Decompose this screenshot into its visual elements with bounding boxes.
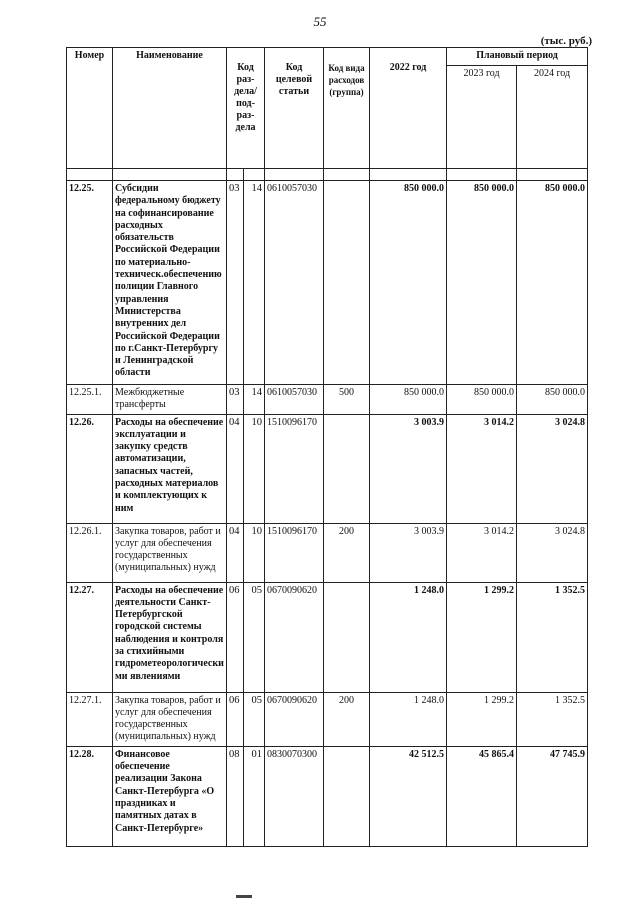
row-amount-2023: 1 299.2 [447,692,517,746]
row-amount-2023: 850 000.0 [447,385,517,415]
row-section-code: 06 [227,692,244,746]
row-number: 12.27.1. [67,692,113,746]
header-kind: Код вида расходов (группа) [324,48,370,169]
row-amount-2022: 3 003.9 [370,523,447,582]
row-subsection-code: 05 [244,692,265,746]
row-amount-2024: 3 024.8 [517,523,588,582]
row-section-code: 06 [227,582,244,692]
table-row [67,181,588,385]
row-name: Расходы на обеспечение деятельности Санкт-Петербургской городской системы наблюдения и контроля за стихийными гидрометеорологически ми явлениями [113,582,227,692]
row-number: 12.25.1. [67,385,113,415]
row-amount-2024: 1 352.5 [517,692,588,746]
row-kind-code: 500 [324,385,370,415]
row-target-code: 1510096170 [265,414,324,523]
row-amount-2023: 850 000.0 [447,181,517,385]
table-body [67,181,588,847]
header-year-2024: 2024 год [517,66,588,169]
row-amount-2023: 3 014.2 [447,414,517,523]
header-name: Наименование [113,48,227,169]
row-subsection-code: 14 [244,385,265,415]
row-amount-2023: 3 014.2 [447,523,517,582]
table-row [67,692,588,746]
row-target-code: 0610057030 [265,385,324,415]
row-name: Закупка товаров, работ и услуг для обеспечения государственных (муниципальных) нужд [113,692,227,746]
budget-table [66,47,588,847]
row-kind-code [324,582,370,692]
row-subsection-code: 10 [244,523,265,582]
units-label: (тыс. руб.) [540,35,592,47]
row-name: Расходы на обеспечение эксплуатации и закупку средств автоматизации, запасных частей, расходных материалов и комплектующих к ним [113,414,227,523]
table-row [67,582,588,692]
row-target-code: 0830070300 [265,746,324,846]
row-amount-2024: 850 000.0 [517,181,588,385]
row-kind-code [324,181,370,385]
row-number: 12.28. [67,746,113,846]
row-kind-code: 200 [324,692,370,746]
row-section-code: 03 [227,181,244,385]
row-target-code: 0670090620 [265,582,324,692]
row-amount-2023: 45 865.4 [447,746,517,846]
row-number: 12.27. [67,582,113,692]
header-section: Код раз- дела/ под- раз- дела [227,48,265,169]
header-planned-period: Плановый период [447,48,588,66]
row-name: Субсидии федеральному бюджету на софинансирование расходных обязательств Российской Федерации по материально-техническ.обеспечению полиции Главного управления Министерства внутренних дел Российской Федерации по г.Санкт-Петербургу и Ленинградской области [113,181,227,385]
row-target-code: 1510096170 [265,523,324,582]
row-section-code: 08 [227,746,244,846]
row-subsection-code: 14 [244,181,265,385]
row-name: Финансовое обеспечение реализации Закона Санкт-Петербурга «О праздниках и памятных датах в Санкт-Петербурге» [113,746,227,846]
header-year-2023: 2023 год [447,66,517,169]
row-amount-2022: 1 248.0 [370,692,447,746]
row-kind-code: 200 [324,523,370,582]
row-amount-2022: 42 512.5 [370,746,447,846]
row-number: 12.26. [67,414,113,523]
table-row [67,523,588,582]
row-target-code: 0610057030 [265,181,324,385]
row-section-code: 04 [227,523,244,582]
row-target-code: 0670090620 [265,692,324,746]
row-amount-2022: 850 000.0 [370,385,447,415]
row-amount-2024: 1 352.5 [517,582,588,692]
header-number: Номер [67,48,113,169]
row-section-code: 04 [227,414,244,523]
row-amount-2023: 1 299.2 [447,582,517,692]
header-year-2022: 2022 год [370,48,447,169]
row-name: Межбюджетные трансферты [113,385,227,415]
row-section-code: 03 [227,385,244,415]
row-amount-2024: 47 745.9 [517,746,588,846]
row-subsection-code: 05 [244,582,265,692]
row-subsection-code: 10 [244,414,265,523]
row-number: 12.26.1. [67,523,113,582]
table-row [67,414,588,523]
row-kind-code [324,746,370,846]
row-amount-2022: 1 248.0 [370,582,447,692]
row-name: Закупка товаров, работ и услуг для обеспечения государственных (муниципальных) нужд [113,523,227,582]
row-amount-2022: 3 003.9 [370,414,447,523]
page-number: 55 [313,14,327,29]
row-subsection-code: 01 [244,746,265,846]
table-row [67,385,588,415]
row-amount-2024: 3 024.8 [517,414,588,523]
row-kind-code [324,414,370,523]
page-edge-mark [236,895,252,898]
row-amount-2024: 850 000.0 [517,385,588,415]
table-row [67,746,588,846]
header-target: Код целевой статьи [265,48,324,169]
row-number: 12.25. [67,181,113,385]
row-amount-2022: 850 000.0 [370,181,447,385]
